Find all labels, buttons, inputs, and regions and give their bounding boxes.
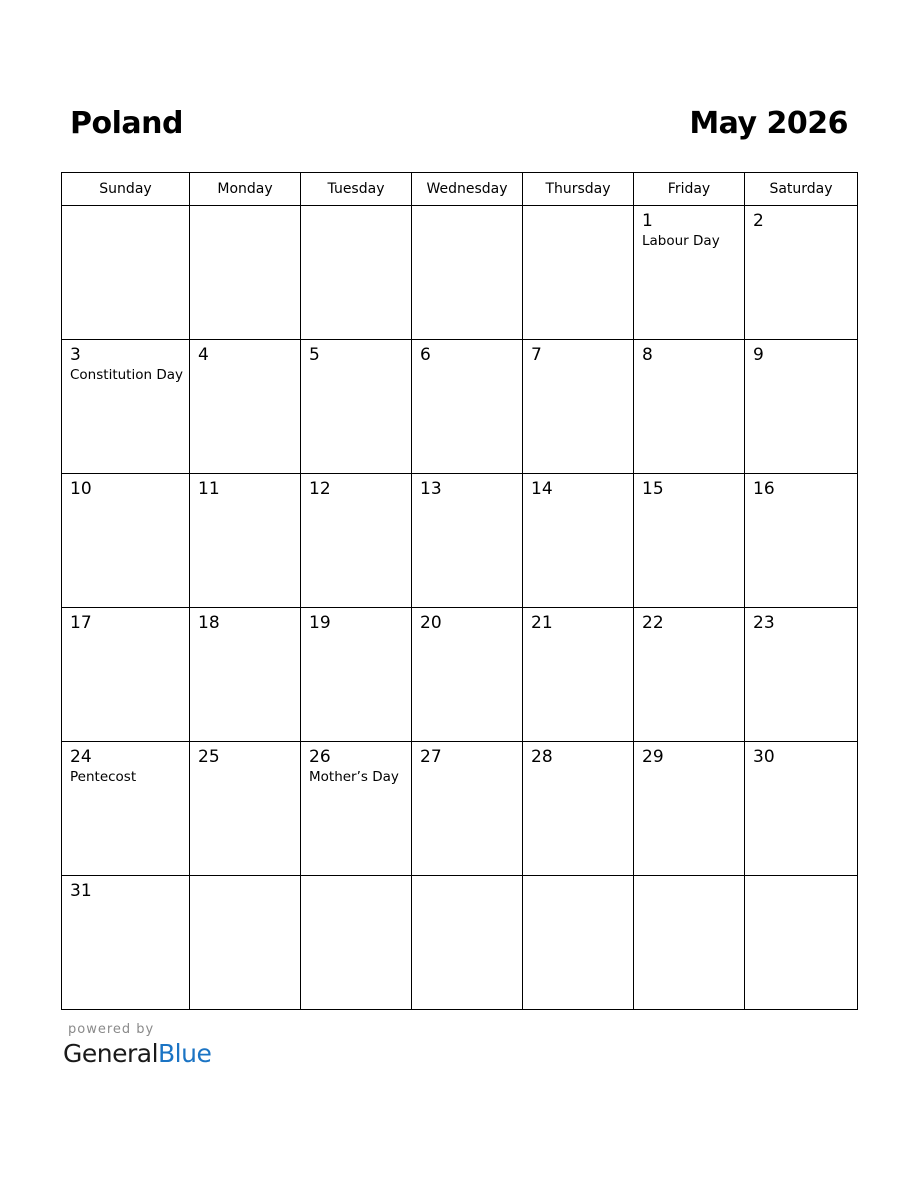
- day-cell: [745, 474, 858, 608]
- holiday-label: Pentecost: [70, 769, 137, 785]
- day-number: 20: [420, 613, 442, 633]
- day-number: 31: [70, 881, 92, 901]
- day-cell: [412, 340, 523, 474]
- day-cell: [412, 608, 523, 742]
- day-cell: [634, 742, 745, 876]
- day-cell: [301, 742, 412, 876]
- day-cell: [62, 608, 190, 742]
- day-number: 28: [531, 747, 553, 767]
- day-cell: [523, 340, 634, 474]
- day-cell: [301, 340, 412, 474]
- day-cell: [745, 340, 858, 474]
- day-number: 29: [642, 747, 664, 767]
- weekday-monday: Monday: [190, 173, 301, 206]
- week-row: [62, 608, 858, 742]
- day-number: 26: [309, 747, 331, 767]
- day-number: 9: [753, 345, 764, 365]
- day-cell: [634, 206, 745, 340]
- day-cell: [523, 876, 634, 1010]
- holiday-label: Mother’s Day: [309, 769, 399, 785]
- calendar-weeks: [62, 206, 858, 1010]
- day-number: 3: [70, 345, 81, 365]
- calendar-grid: [61, 172, 858, 1010]
- day-number: 13: [420, 479, 442, 499]
- day-cell: [634, 608, 745, 742]
- day-number: 18: [198, 613, 220, 633]
- day-number: 23: [753, 613, 775, 633]
- day-cell: [634, 340, 745, 474]
- day-number: 6: [420, 345, 431, 365]
- day-cell: [523, 474, 634, 608]
- day-number: 16: [753, 479, 775, 499]
- brand-general: General: [63, 1039, 159, 1068]
- day-cell: [301, 474, 412, 608]
- day-cell: [190, 876, 301, 1010]
- day-cell: [523, 608, 634, 742]
- day-number: 24: [70, 747, 92, 767]
- day-number: 12: [309, 479, 331, 499]
- brand-blue: Blue: [158, 1039, 212, 1068]
- day-number: 27: [420, 747, 442, 767]
- weekday-header-row: [62, 173, 858, 206]
- day-number: 22: [642, 613, 664, 633]
- day-cell: [412, 742, 523, 876]
- day-number: 7: [531, 345, 542, 365]
- day-cell: [523, 206, 634, 340]
- day-cell: [190, 340, 301, 474]
- weekday-wednesday: Wednesday: [412, 173, 523, 206]
- day-cell: [412, 474, 523, 608]
- day-cell: [190, 608, 301, 742]
- day-cell: [634, 876, 745, 1010]
- day-cell: [190, 474, 301, 608]
- holiday-label: Constitution Day: [70, 367, 183, 383]
- day-cell: [634, 474, 745, 608]
- weekday-saturday: Saturday: [745, 173, 858, 206]
- week-row: [62, 340, 858, 474]
- day-number: 30: [753, 747, 775, 767]
- holiday-label: Labour Day: [642, 233, 720, 249]
- day-number: 25: [198, 747, 220, 767]
- day-cell: [301, 608, 412, 742]
- weekday-tuesday: Tuesday: [301, 173, 412, 206]
- day-number: 14: [531, 479, 553, 499]
- day-number: 11: [198, 479, 220, 499]
- day-cell: [301, 206, 412, 340]
- day-cell: [190, 206, 301, 340]
- day-cell: [190, 742, 301, 876]
- weekday-sunday: Sunday: [62, 173, 190, 206]
- day-number: 4: [198, 345, 209, 365]
- day-number: 21: [531, 613, 553, 633]
- day-number: 1: [642, 211, 653, 231]
- powered-by-label: powered by: [68, 1022, 155, 1037]
- generalblue-logo: [63, 1038, 211, 1070]
- weekday-thursday: Thursday: [523, 173, 634, 206]
- day-cell: [745, 742, 858, 876]
- weekday-friday: Friday: [634, 173, 745, 206]
- day-number: 10: [70, 479, 92, 499]
- day-cell: [745, 876, 858, 1010]
- month-year-title: May 2026: [689, 106, 848, 141]
- week-row: [62, 206, 858, 340]
- country-title: Poland: [70, 106, 183, 141]
- day-cell: [412, 876, 523, 1010]
- week-row: [62, 742, 858, 876]
- day-cell: [745, 608, 858, 742]
- day-number: 2: [753, 211, 764, 231]
- day-cell: [62, 876, 190, 1010]
- day-cell: [301, 876, 412, 1010]
- day-cell: [412, 206, 523, 340]
- day-number: 15: [642, 479, 664, 499]
- day-cell: [62, 474, 190, 608]
- day-number: 17: [70, 613, 92, 633]
- week-row: [62, 474, 858, 608]
- day-number: 19: [309, 613, 331, 633]
- day-number: 5: [309, 345, 320, 365]
- day-cell: [62, 206, 190, 340]
- day-number: 8: [642, 345, 653, 365]
- day-cell: [62, 742, 190, 876]
- week-row: [62, 876, 858, 1010]
- day-cell: [62, 340, 190, 474]
- day-cell: [523, 742, 634, 876]
- day-cell: [745, 206, 858, 340]
